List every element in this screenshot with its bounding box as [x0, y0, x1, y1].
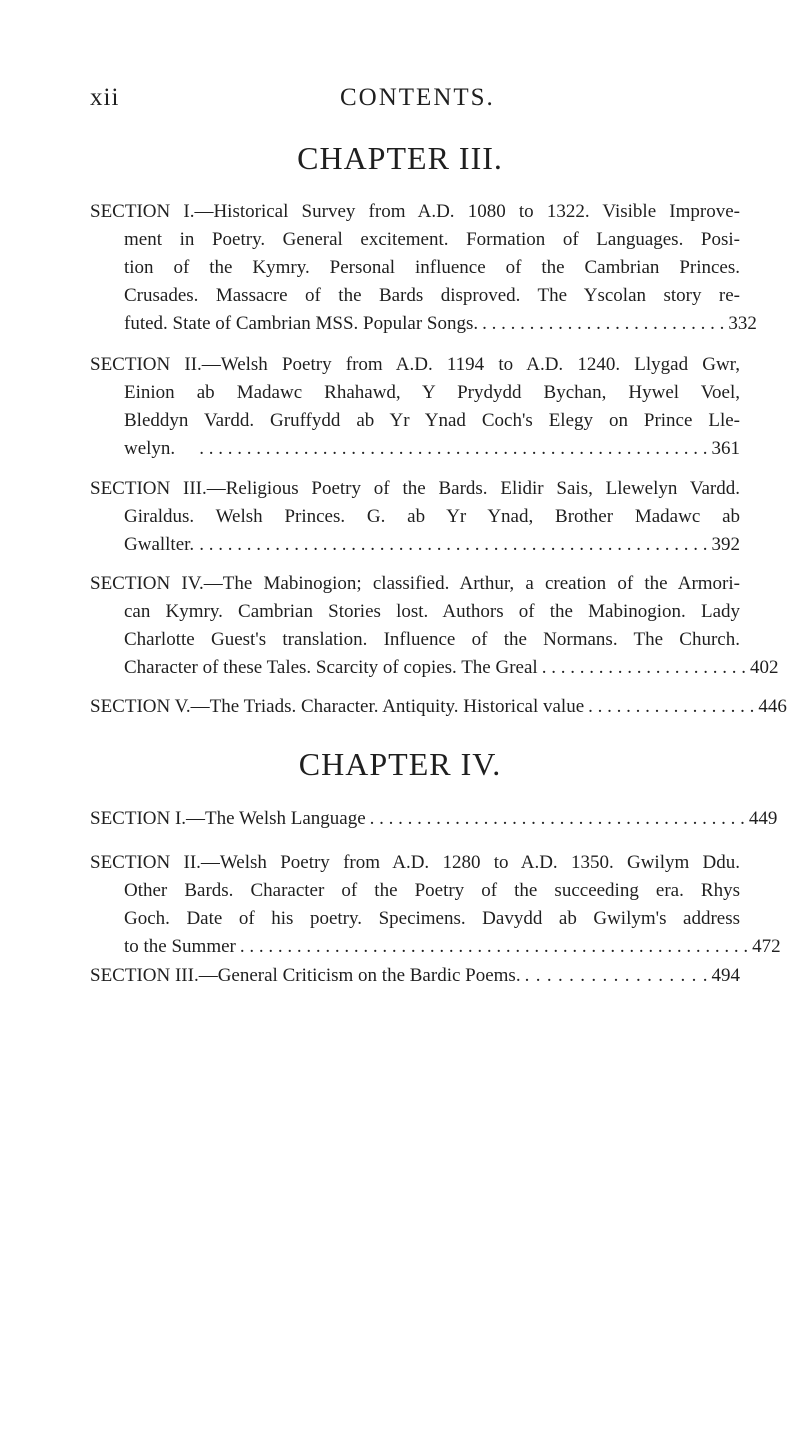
- toc-entry-ch3-section-4[interactable]: [90, 570, 779, 682]
- entry-line: Goch. Date of his poetry. Specimens. Davydd ab Gwilym's address: [124, 908, 740, 929]
- entry-leader-line: [90, 693, 787, 721]
- entry-line: Giraldus. Welsh Princes. G. ab Yr Ynad, Brother Madawc ab: [124, 506, 740, 527]
- entry-leader-line: [90, 435, 740, 463]
- entry-line: SECTION III.—General Criticism on the Bardic Poems.: [90, 965, 521, 986]
- dot-leader: . . . . . . . . . . . . . . . . . .: [588, 696, 755, 717]
- page-header: [90, 84, 740, 120]
- page-reference: 361: [711, 438, 740, 459]
- dot-leader: . . . . . . . . . . . . . . . . . . . . . . . . . . . . . . . . . . . . . . . . . . . . . . . . . . . . . .: [199, 438, 708, 459]
- entry-line: can Kymry. Cambrian Stories lost. Authors of the Mabinogion. Lady: [124, 601, 740, 622]
- entry-line: SECTION IV.—The Mabinogion; classified. Arthur, a creation of the Armori-: [90, 573, 740, 594]
- entry-leader-line: [90, 654, 779, 682]
- entry-line: SECTION III.—Religious Poetry of the Bards. Elidir Sais, Llewelyn Vardd.: [90, 478, 740, 499]
- toc-entry-ch3-section-5[interactable]: [90, 693, 787, 721]
- toc-entry-ch3-section-2[interactable]: [90, 351, 740, 463]
- toc-entry-ch3-section-3[interactable]: [90, 475, 740, 559]
- entry-line: SECTION I.—The Welsh Language: [90, 808, 366, 829]
- page-reference: 449: [748, 808, 778, 829]
- chapter-4-title: CHAPTER IV.: [298, 746, 502, 782]
- toc-entry-ch3-section-1[interactable]: [90, 198, 757, 338]
- entry-leader-line: [90, 933, 781, 961]
- dot-leader: . . . . . . . . . . . . . . . . . . . . . . . . . . . . . . . . . . . . . . . . . . . . . . . . . . . . . .: [199, 534, 708, 555]
- entry-line: futed. State of Cambrian MSS. Popular Songs.: [124, 313, 479, 334]
- entry-leader-line: [90, 310, 757, 338]
- toc-entry-ch4-section-2[interactable]: [90, 849, 781, 961]
- entry-line: SECTION II.—Welsh Poetry from A.D. 1194 to A.D. 1240. Llygad Gwr,: [90, 354, 740, 375]
- entry-line: Character of these Tales. Scarcity of copies. The Greal: [124, 657, 538, 678]
- page-reference: 392: [711, 534, 740, 555]
- page-reference: 402: [749, 657, 779, 678]
- page-number: xii: [90, 84, 120, 111]
- entry-line: SECTION I.—Historical Survey from A.D. 1080 to 1322. Visible Improve-: [90, 201, 740, 222]
- chapter-3-title: CHAPTER III.: [297, 140, 503, 176]
- toc-entry-ch4-section-1[interactable]: [90, 805, 778, 833]
- entry-line: ment in Poetry. General excitement. Formation of Languages. Posi-: [124, 229, 740, 250]
- entry-line: tion of the Kymry. Personal influence of the Cambrian Princes.: [124, 257, 740, 278]
- dot-leader: . . . . . . . . . . . . . . . . . . . . . . . . . .: [482, 313, 725, 334]
- page-reference: 332: [728, 313, 757, 334]
- entry-line: SECTION V.—The Triads. Character. Antiquity. Historical value: [90, 696, 585, 717]
- running-title: CONTENTS.: [340, 84, 495, 111]
- dot-leader: . . . . . . . . . . . . . . . . . . . . . . . . . . . . . . . . . . . . . . . . . . . . . . . . . . . . . .: [239, 936, 749, 957]
- page-reference: 494: [711, 965, 740, 986]
- toc-entry-ch4-section-3[interactable]: [90, 962, 740, 990]
- dot-leader: . . . . . . . . . . . . . . . . .: [524, 965, 708, 986]
- dot-leader: . . . . . . . . . . . . . . . . . . . . . . . . . . . . . . . . . . . . . . . .: [369, 808, 745, 829]
- entry-line: SECTION II.—Welsh Poetry from A.D. 1280 to A.D. 1350. Gwilym Ddu.: [90, 852, 740, 873]
- page-reference: 472: [752, 936, 781, 957]
- entry-line: welyn.: [124, 438, 176, 459]
- entry-leader-line: [90, 962, 740, 990]
- dot-leader: . . . . . . . . . . . . . . . . . . . . . .: [541, 657, 746, 678]
- entry-leader-line: [90, 805, 778, 833]
- entry-line: Gwallter.: [124, 534, 195, 555]
- entry-line: Bleddyn Vardd. Gruffydd ab Yr Ynad Coch's Elegy on Prince Lle-: [124, 410, 740, 431]
- entry-leader-line: [90, 531, 740, 559]
- entry-line: to the Summer: [124, 936, 236, 957]
- entry-line: Einion ab Madawc Rhahawd, Y Prydydd Bychan, Hywel Voel,: [124, 382, 740, 403]
- entry-line: Charlotte Guest's translation. Influence of the Normans. The Church.: [124, 629, 740, 650]
- entry-line: Crusades. Massacre of the Bards disproved. The Yscolan story re-: [124, 285, 740, 306]
- page-reference: 446: [758, 696, 787, 717]
- entry-line: Other Bards. Character of the Poetry of the succeeding era. Rhys: [124, 880, 740, 901]
